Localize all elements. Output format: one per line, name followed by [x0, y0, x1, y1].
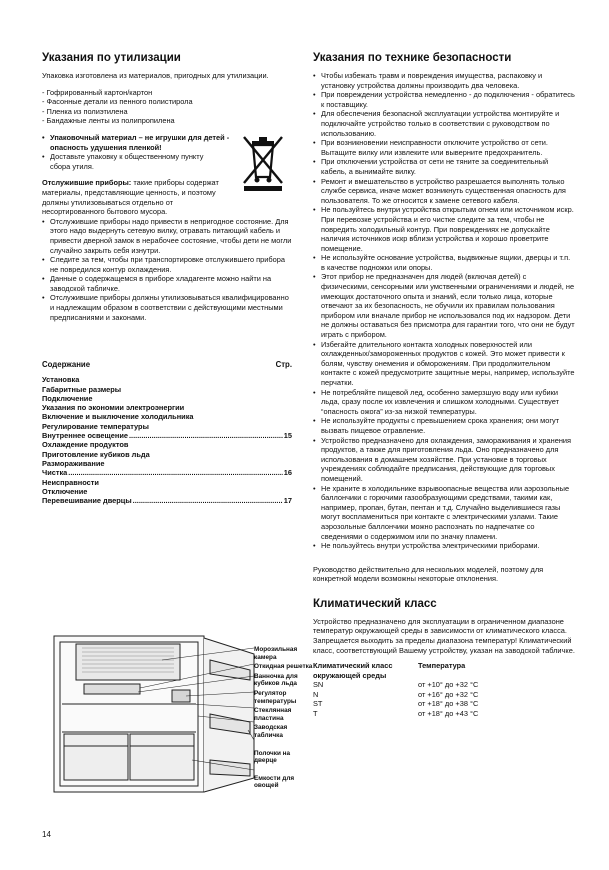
disposal-intro: Упаковка изготовлена из материалов, пригодных для утилизации. — [42, 71, 269, 80]
list-item: - Пленка из полиэтилена — [42, 106, 128, 116]
table-row: ST от +18° до +38 °C — [313, 699, 479, 709]
fridge-label: Морозильная камера — [254, 646, 298, 661]
list-item: • Чтобы избежать травм и повреждения имущества, распаковку и установку устройства должны производить два человека. — [313, 71, 575, 90]
old-appliances-text: такие приборы содержат материалы, представляющие ценность, и поэтому должны утилизовываться отдельно от несортированного бытового мусора. — [42, 178, 219, 217]
toc-item: Установка — [42, 375, 80, 385]
list-item: • Данные о содержащемся в приборе хладагенте можно найти на заводской табличке. — [42, 274, 292, 293]
fridge-labels — [254, 646, 314, 792]
table-header-row — [313, 661, 575, 680]
list-item: • Не пользуйтесь внутри устройства электрическими приборами. — [313, 541, 575, 551]
page-number: 14 — [42, 830, 51, 839]
safety-heading: Указания по технике безопасности — [313, 52, 512, 64]
toc-list — [42, 375, 292, 505]
table-row: SN от +10° до +32 °C — [313, 680, 479, 690]
toc-item: Регулирование температуры — [42, 421, 149, 431]
right-column — [313, 52, 575, 718]
toc-item: Чистка ..... 16 — [42, 468, 292, 477]
fridge-label: Регулятор температуры — [254, 689, 297, 705]
list-item: • Не используйте продукты с превышением срока хранения; они могут вызвать пищевое отравление. — [313, 416, 575, 435]
old-appliances-paragraph — [42, 178, 227, 216]
list-item: • Не пользуйтесь внутри устройства открытым огнем или источником искр. При перевозке устройства и его чистке следите за тем, чтобы не повредить холодильный контур. При повреждениях не допускайте наличия источников искр вблизи устройства и хорошо проветрите помещение. — [313, 205, 575, 253]
toc-header — [42, 360, 292, 369]
safety-list — [313, 71, 575, 551]
left-column — [42, 52, 292, 505]
toc-item: Подключение — [42, 393, 93, 403]
toc-heading: Содержание — [42, 360, 91, 370]
list-item: • Не храните в холодильнике взрывоопасные вещества или аэрозольные баллончики с горючими газообразующими средствами, такими как, например, пропан, бутан, пентан и т.д. Случайно выделившиеся газы могут воспламениться при контакте с электрическими узлами. Такие аэрозольные баллончики можно распознать по надпечатке со сведениями о содержимом или по значку пламени. — [313, 484, 575, 542]
climate-heading: Климатический класс — [313, 597, 437, 610]
list-item: • При повреждении устройства немедленно - до подключения - обратитесь к поставщику. — [313, 90, 575, 109]
fridge-label: Полочки на дверце — [254, 749, 291, 765]
list-item: - Бандажные ленты из полипропилена — [42, 116, 175, 126]
toc-item: Отключение — [42, 486, 88, 496]
list-item: • Отслужившие приборы должны утилизовываться квалифицированно и надлежащим образом в соответствии с действующими местными предписаниями и законами. — [42, 293, 292, 322]
old-appliances-label: Отслужившие приборы: — [42, 178, 132, 188]
toc-item: Габаритные размеры — [42, 384, 122, 394]
toc-item: Внутреннее освещение ..... 15 — [42, 431, 292, 440]
toc-item: Неисправности — [42, 477, 99, 487]
disposal-heading: Указания по утилизации — [42, 52, 181, 64]
fridge-label: Емкости для овощей — [254, 774, 295, 790]
list-item: - Фасонные детали из пенного полистирола — [42, 97, 193, 107]
climate-text: Устройство предназначено для эксплуатации в ограниченном диапазоне температур окружающей среды в зависимости от климатического класса. Запрещается выходить за пределы диапазона температур! Климатический класс, соответствующий Вашему устройству, указан на заводской табличке. — [313, 616, 575, 655]
toc-page-heading: Стр. — [275, 360, 292, 370]
list-item: • Ремонт и вмешательство в устройство разрешается выполнять только службе сервиса, иначе может возникнуть существенная опасность для пользователя. То же относится к замене сетевого кабеля. — [313, 177, 575, 206]
toc-item: Охлаждение продуктов — [42, 440, 129, 450]
models-note: Руководство действительно для нескольких моделей, поэтому для конкретной модели возможны некоторые отклонения. — [313, 564, 544, 584]
list-item: • Устройство предназначено для охлаждения, замораживания и хранения продуктов, а также для приготовления льда. Оно предназначено для использования в домашнем хозяйстве. При установке в торговых учреждениях соблюдайте предписания, действующие для торговых помещений. — [313, 436, 575, 484]
old-appliances-list — [42, 217, 292, 323]
materials-list — [42, 88, 292, 126]
toc-item: Перевешивание дверцы ..... 17 — [42, 496, 292, 505]
list-item: • Доставьте упаковку к общественному пункту сбора утиля. — [42, 152, 210, 171]
list-item: - Гофрированный картон/картон — [42, 87, 153, 97]
fridge-label: Откидная решетка — [254, 663, 313, 671]
disposal-block — [42, 133, 292, 217]
toc-item: Указания по экономии электроэнергии — [42, 403, 185, 413]
climate-col-temp: Температура — [418, 661, 466, 671]
list-item: • Для обеспечения безопасной эксплуатации устройства монтируйте и подключайте устройство только в соответствии с руководством по использованию. — [313, 109, 575, 138]
list-item: • Этот прибор не предназначен для людей (включая детей) с физическими, сенсорными или умственными ограничениями и людей, не имеющих достаточного опыта и знаний, если только лица, которые отвечают за их безопасность, не обучили их правилам пользования прибором или вначале прибор не использовался под их надзором. Дети не должны оставаться без присмотра для гарантии того, что они не будут играть с прибором. — [313, 272, 575, 339]
list-item: • Не потребляйте пищевой лед, особенно замерзшую воду или кубики льда, сразу после их извлечения и слишком холодными. Существует “опасность ожога” из-за низкой температуры. — [313, 388, 575, 417]
list-item: • Не используйте основание устройства, выдвижные ящики, дверцы и т.п. в качестве подножки или опоры. — [313, 253, 575, 272]
list-item: • При отключении устройства от сети не тяните за соединительный кабель, а вынимайте вилку. — [313, 157, 575, 176]
toc-item: Приготовление кубиков льда — [42, 449, 150, 459]
crossed-bin-icon — [238, 131, 288, 193]
climate-table — [313, 661, 575, 718]
list-item: • Избегайте длительного контакта холодных поверхностей или охлажденных/замороженных продуктов с кожей. Это может привести к болям, чувству онемения и обморожениям. При продолжительном контакте с кожей предусмотрите защитные меры, например, используйте перчатки. — [313, 340, 575, 388]
list-item: • Упаковочный материал – не игрушки для детей - опасность удушения пленкой! — [42, 133, 240, 152]
toc-item: Включение и выключение холодильника — [42, 412, 194, 422]
climate-col-class: Климатический класс окружающей среды — [313, 661, 393, 680]
fridge-label: Ванночка для кубиков льда — [254, 672, 298, 688]
list-item: • При возникновении неисправности отключите устройство от сети. Вытащите вилку или извлеките или выверните предохранитель. — [313, 138, 575, 157]
fridge-label: Заводская табличка — [254, 724, 288, 739]
fridge-label: Стеклянная пластина — [254, 707, 292, 722]
list-item: • Следите за тем, чтобы при транспортировке отслужившего прибора не повредился контур охлаждения. — [42, 255, 292, 274]
table-row: N от +16° до +32 °C — [313, 689, 479, 699]
toc-item: Размораживание — [42, 458, 105, 468]
list-item: • Отслужившие приборы надо привести в непригодное состояние. Для этого надо выдернуть сетевую вилку, отравать питающий кабель и привести дверной замок в нерабочее состояние, чтобы дети не могли случайно закрыть себя изнутри. — [42, 217, 292, 255]
table-row: T от +18° до +43 °C — [313, 708, 479, 718]
